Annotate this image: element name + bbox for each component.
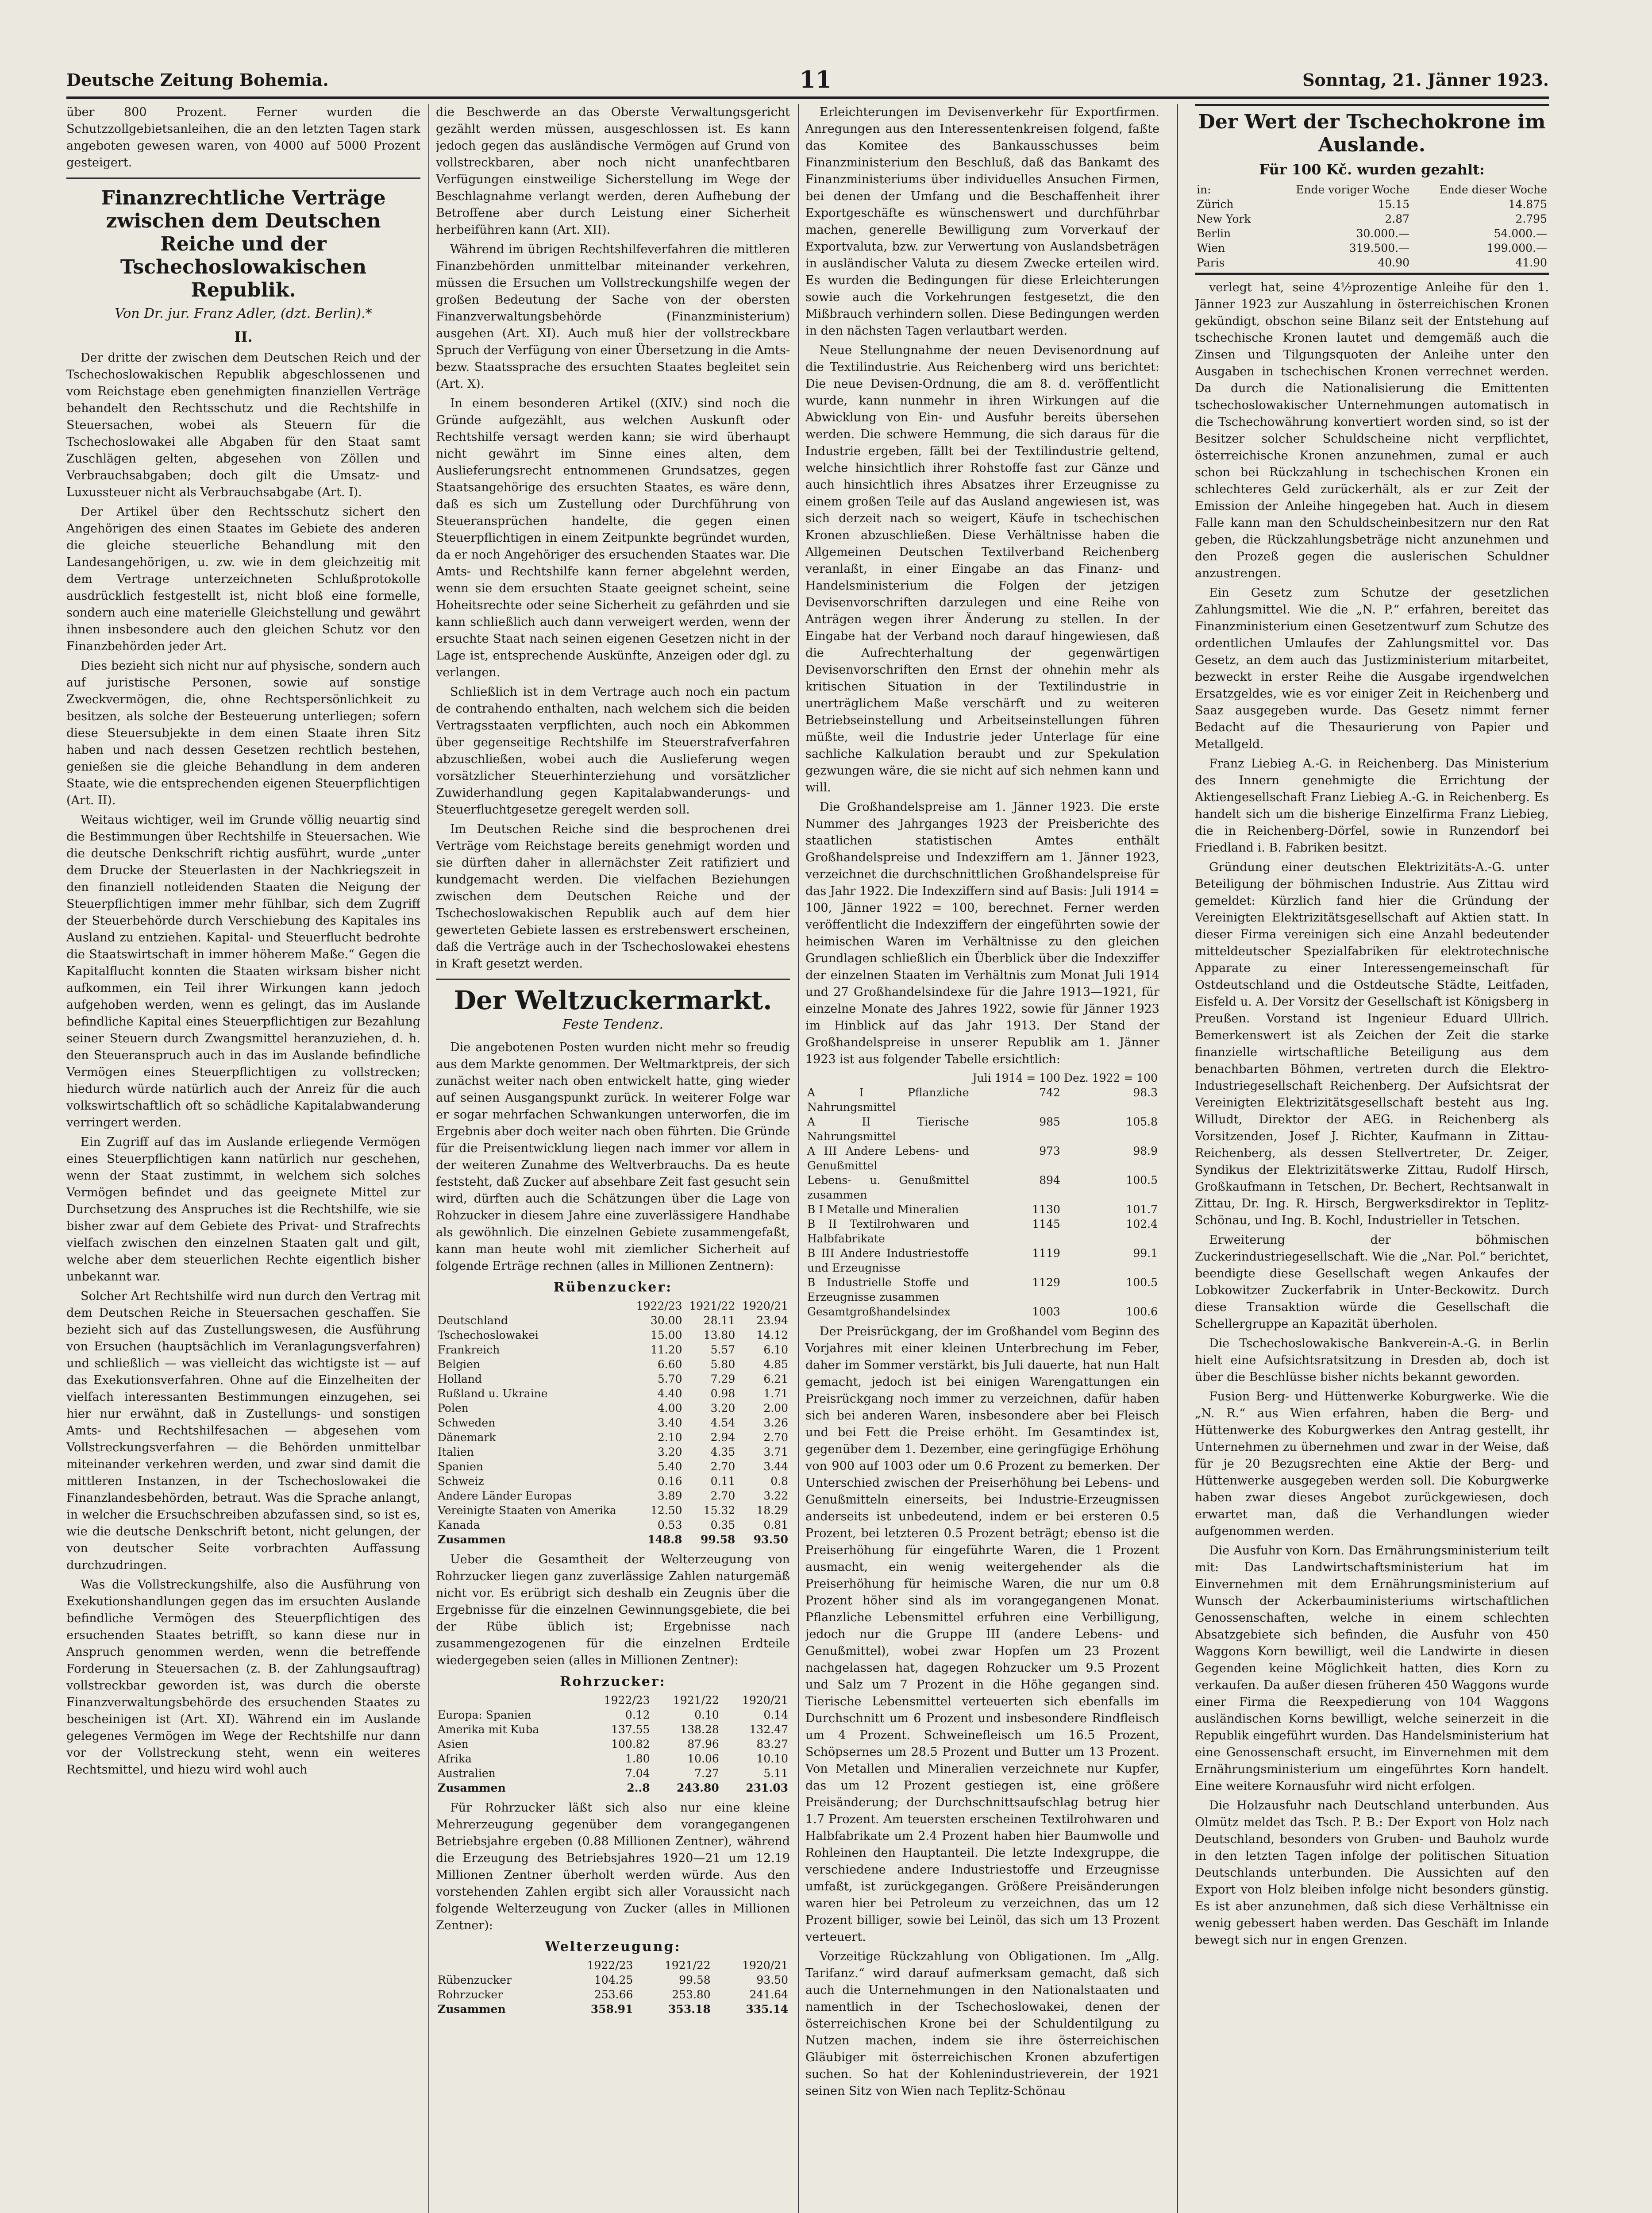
table-row (805, 1173, 1159, 1202)
cell-value: 742 (1039, 1086, 1060, 1099)
cell-value: 1921/22 (664, 1959, 711, 1972)
table-row (436, 1401, 790, 1415)
column-3 (805, 104, 1159, 2102)
cell-value: 104.25 (594, 1974, 633, 1986)
cell-value: 14.875 (1508, 198, 1547, 211)
beet-sugar-table (436, 1299, 790, 1547)
row-label: Lebens- u. Genußmittel zusammen (807, 1174, 969, 1201)
cell-value: 0.14 (763, 1708, 788, 1721)
cell-value: Dez. 1922 = 100 (1063, 1072, 1158, 1084)
paragraph: Ueber die Gesamtheit der Welterzeugung von Rohrzucker liegen ganz zuverlässige Zahlen naturgemäß nicht vor. Es erübrigt sich deshalb ein Zeugnis über die Ergebnisse für die einzelnen Gewinnungsgebiete, die bei der Rübe üblich ist; Ergebnisse nach zusammengezogenen für die einzelnen Erdteile wiedergegeben seien (alles in Millionen Zentner): (436, 1553, 790, 1667)
cell-value: 3.40 (657, 1416, 682, 1429)
paragraph: die Beschwerde an das Oberste Verwaltungsgericht gezählt werden müssen, ausgeschlossen ist. Es kann jedoch gegen das ausländische Vermögen auf Grund von vollstreckbaren, aber noch nicht unanfechtbaren Verfügungen einstweilige Sicherstellung im Wege der Beschlagnahme verlangt werden, deren Aufhebung der Betroffene aber durch Leistung einer Sicherheit herbeiführen kann (Art. XII). (436, 105, 790, 237)
cell-value: 99.1 (1133, 1247, 1158, 1260)
cell-value: 138.28 (680, 1723, 719, 1736)
masthead: Deutsche Zeitung Bohemia. (66, 69, 329, 90)
cell-value: 5.70 (657, 1373, 682, 1385)
row-label: Vereinigte Staaten von Amerika (438, 1504, 616, 1517)
column-divider (1177, 104, 1178, 2213)
krone-rate-table (1195, 182, 1549, 270)
row-label: New York (1197, 212, 1251, 225)
table-header-row (1195, 182, 1549, 197)
cell-value: 985 (1039, 1115, 1060, 1128)
paragraph: Erleichterungen im Devisenverkehr für Exportfirmen. Anregungen aus den Interessentenkreisen folgend, faßte das Komitee des Bankausschusses beim Finanzministerium den Beschluß, daß das Bankamt des Finanzministeriums über individuelles Ansuchen Firmen, bei denen der Umfang und die Beschaffenheit ihrer Exportgeschäfte es wünschenswert und durchführbar machen, generelle Bewilligung zum Vorverkauf der Exportvaluta, bzw. zur Verwertung von Auslandsbeträgen in ausländischer Valuta zu diesem Zwecke erteilen wird. Es wurden die Bedingungen für diese Erleichterungen sowie auch die Vorkehrungen festgesetzt, die den Mißbrauch verhindern sollen. Diese Bedingungen werden in den nächsten Tagen verlautbart werden. (805, 105, 1159, 338)
cell-value: 7.04 (625, 1767, 650, 1780)
table-row (436, 1987, 790, 2002)
row-label (805, 1071, 971, 1085)
cell-value: 0.16 (657, 1475, 682, 1488)
table-row (436, 1430, 790, 1445)
table-row (436, 1459, 790, 1474)
cell-value: Ende voriger Woche (1296, 183, 1410, 196)
cell-value: 15.00 (650, 1329, 682, 1342)
separator (436, 979, 790, 980)
cell-value: 100.82 (611, 1738, 650, 1750)
cell-value: 13.80 (703, 1329, 736, 1342)
table-row (805, 1114, 1159, 1144)
table-row (436, 1328, 790, 1342)
cell-value: 30.000.— (1356, 227, 1410, 240)
cell-value: 0.8 (770, 1475, 788, 1488)
row-label: A I Pflanzliche Nahrungsmittel (807, 1086, 969, 1114)
cell-value: 1920/21 (742, 1959, 788, 1972)
table-row (805, 1144, 1159, 1173)
paragraph: Ein Zugriff auf das im Auslande erliegende Vermögen eines Steuerpflichtigen kann natürlich nur geschehen, wenn der Staat zustimmt, in welchem sich solches Vermögen befindet und das geeignete Mittel zur Durchsetzung des Anspruches ist die Rechtshilfe, wie sie bisher zwar auf dem Gebiete des Privat- und Strafrechts vielfach zwischen den einzelnen Staaten galt und gilt, welche aber dem steuerlichen Rechte eigentlich bisher unbekannt war. (66, 1135, 420, 1284)
table-total-row (436, 2002, 790, 2016)
cell-value: 6.21 (763, 1373, 788, 1385)
row-label: A II Tierische Nahrungsmittel (807, 1115, 969, 1143)
cell-value: 28.11 (703, 1314, 736, 1327)
table-header-row (436, 1299, 790, 1313)
paragraph: Während im übrigen Rechtshilfeverfahren die mittleren Finanzbehörden unmittelbar miteinander verkehren, müssen die Ersuchen um Vollstreckungshilfe wegen der großen Bedeutung der Sache von der obersten Finanzverwaltungsbehörde (Finanzministerium) ausgehen (Art. XI). Auch muß hier der vollstreckbare Spruch der Verfügung von einer Übersetzung in die Amts- bezw. Staatssprache des ersuchten Staates begleitet sein (Art. X). (436, 243, 790, 391)
cell-value: 7.29 (710, 1373, 736, 1385)
paragraph: Dies bezieht sich nicht nur auf physische, sondern auch auf juristische Personen, sowie auf sonstige Zweckvermögen, die, ohne Rechtspersönlichkeit zu besitzen, als solche der Besteuerung unterliegen; sofern diese Steuersubjekte in dem einen Staate ihren Sitz haben und nach dessen Gesetzen rechtlich bestehen, genießen sie die gleiche Behandlung in dem anderen Staate, wie die entsprechenden eigenen Steuerpflichtigen (Art. II). (66, 659, 420, 807)
table-row (436, 1973, 790, 1987)
cell-value: 98.3 (1133, 1086, 1158, 1099)
cell-value: 18.29 (756, 1504, 788, 1517)
table-row (1195, 241, 1549, 255)
cell-value: 0.98 (710, 1387, 736, 1400)
cell-value: 3.26 (763, 1416, 788, 1429)
cell-value: 2.70 (710, 1460, 736, 1473)
paragraph: Die Holzausfuhr nach Deutschland unterbunden. Aus Olmütz meldet das Tsch. P. B.: Der Export von Holz nach Deutschland, besonders von Gruben- und Bauholz wurde in den letzten Tagen infolge der politischen Situation Deutschlands unterbunden. Die Aussichten auf den Export von Holz bleiben infolge nicht besonders günstig. Es ist aber anzunehmen, daß sich diese Verhältnisse ein wenig gebessert haben werden. Das Geschäft im Inlande bewegt sich nur in engen Grenzen. (1195, 1799, 1549, 1947)
row-label: Rohrzucker (438, 1988, 503, 2001)
table-title: Rübenzucker: (553, 1280, 673, 1295)
cell-value: 1.71 (763, 1387, 788, 1400)
market-subtitle: Feste Tendenz. (562, 1017, 664, 1032)
table-row (805, 1085, 1159, 1114)
cell-value: 7.27 (694, 1767, 719, 1780)
row-label: Polen (438, 1402, 469, 1415)
cell-value: 2.94 (710, 1431, 736, 1444)
row-label: Gesamtgroßhandelsindex (807, 1305, 951, 1318)
cell-value: 132.47 (749, 1723, 788, 1736)
cell-value: 253.80 (672, 1988, 711, 2001)
row-label: Zusammen (438, 2003, 506, 2016)
table-row (805, 1304, 1159, 1319)
cell-value: 2.87 (1385, 212, 1410, 225)
cell-value: 1921/22 (689, 1299, 736, 1312)
row-label: Paris (1197, 256, 1225, 269)
row-label: Wien (1197, 242, 1225, 254)
cell-value: 93.50 (756, 1974, 788, 1986)
paragraph: Die angebotenen Posten wurden nicht mehr so freudig aus dem Markte genommen. Der Weltmarktpreis, der sich zunächst weiter nach oben entwickelt hatte, ging wieder auf seinen Ausgangspunkt zurück. In weiterer Folge war er sogar mehrfachen Schwankungen unterworfen, die im Ergebnis aber doch weiter nach oben führten. Die Gründe für die Preisentwicklung liegen nach immer vor allem in der weiteren Zunahme des Weltverbrauchs. Da es heute feststeht, daß Zucker auf absehbare Zeit fast gesucht sein wird, dürften auch die Schätzungen über die Lage von Rohzucker in diesem Jahre eine zuverlässigere Handhabe als gewöhnlich. Die einzelnen Gebiete zusammengefaßt, kann man heute wohl mit ziemlicher Sicherheit auf folgende Erträge rechnen (alles in Millionen Zentnern): (436, 1041, 790, 1273)
cell-value: 894 (1039, 1174, 1060, 1187)
cell-value: 3.71 (763, 1446, 788, 1458)
cell-value: 3.44 (763, 1460, 788, 1473)
cell-value: 100.5 (1126, 1174, 1158, 1187)
paragraph: Fusion Berg- und Hüttenwerke Koburgwerke. Wie die „N. R.“ aus Wien erfahren, haben die Berg- und Hüttenwerke des Koburgwerkes den Antrag gestellt, ihr Unternehmen zu übernehmen und zwar in der Weise, daß für je 20 Bezugsrechten eine Aktie der Berg- und Hüttenwerke ausgegeben werden soll. Die Koburgwerke haben zwar dieses Angebot zurückgewiesen, doch erwartet man, daß die Verhandlungen wieder aufgenommen werden. (1195, 1390, 1549, 1538)
table-row (805, 1202, 1159, 1217)
cell-value: 100.6 (1126, 1305, 1158, 1318)
table-row (436, 1415, 790, 1430)
paragraph: verlegt hat, seine 4½prozentige Anleihe für den 1. Jänner 1923 zur Auszahlung in österreichischen Kronen gekündigt, obschon seine Bilanz seit der Entstehung auf tschechische Kronen lautet und demgemäß auch die Zinsen und Tilgungsquoten der Anleihe unter den Ausgaben in tschechischen Kronen verrechnet werden. Da durch die Nationalisierung die Emittenten tschechoslowakischer Unternehmungen automatisch in die Tschechowährung konvertiert worden sind, so ist der Besitzer solcher Schuldscheine nicht verpflichtet, österreichische Kronen anzunehmen, zumal er auch schon bei Rückzahlung in tschechischen Kronen ein schlechteres Geld zurückerhält, als er zur Zeit der Emission der Anleihe hingegeben hat. Auch in diesem Falle kann man den Schuldscheinbesitzern nur den Rat geben, die Rückzahlungsbeträge nicht anzunehmen und den Prozeß gegen die auslerischen Schuldner anzustrengen. (1195, 281, 1549, 580)
cell-value: 4.35 (710, 1446, 736, 1458)
row-label: Zusammen (438, 1533, 506, 1546)
cell-value: 41.90 (1515, 256, 1547, 269)
row-label: in: (1197, 183, 1211, 196)
row-label: Zusammen (438, 1781, 506, 1794)
paragraph: Erweiterung der böhmischen Zuckerindustriegesellschaft. Wie die „Nar. Pol.“ berichtet, beendigte diese Gesellschaft wegen Ankaufes der Lobkowitzer Zuckerfabrik in Unter-Beckowitz. Durch diese Transaktion würde die Gesellschaft die Schellergruppe an Kapazität überholen. (1195, 1233, 1549, 1331)
cell-value: 6.10 (763, 1343, 788, 1356)
table-row (436, 1313, 790, 1328)
paragraph: Der dritte der zwischen dem Deutschen Reich und der Tschechoslowakischen Republik abgeschlossenen und vom Reichstage eben genehmigten finanziellen Verträge behandelt den Rechtsschutz und die Rechtshilfe in Steuersachen, wobei als Steuern für die Tschechoslowakei alle Abgaben für den Staat samt Zuschlägen gelten, abgesehen von Zöllen und Verbrauchsabgaben; doch gilt die Umsatz- und Luxussteuer nicht als Verbrauchsabgabe (Art. I). (66, 351, 420, 499)
cell-value: 199.000.— (1486, 242, 1547, 254)
cell-value: 2.70 (710, 1489, 736, 1502)
row-label: Rußland u. Ukraine (438, 1387, 548, 1400)
row-label: Schweiz (438, 1475, 484, 1488)
paragraph: Vorzeitige Rückzahlung von Obligationen. Im „Allg. Tarifanz.“ wird darauf aufmerksam gemacht, daß sich auch die Unternehmungen in den Nationalstaaten und namentlich in der Tschechoslowakei, denen der österreichischen Krone bei der Schuldentilgung zu Nutzen machen, indem sie ihre österreichischen Gläubiger mit österreichischen Kronen abzufertigen suchen. So hat der Kohlenindustrieverein, der 1921 seinen Sitz von Wien nach Teplitz-Schönau (805, 1950, 1159, 2098)
table-row (436, 1751, 790, 1766)
article-author: Von Dr. jur. Franz Adler, (dzt. Berlin).* (115, 306, 372, 321)
cell-value: 0.35 (710, 1519, 736, 1531)
paragraph: Gründung einer deutschen Elektrizitäts-A.-G. unter Beteiligung der böhmischen Industrie. Aus Zittau wird gemeldet: Kürzlich fand hier die Gründung der Vereinigten Elektrizitätsgesellschaft auf Aktien statt. In dieser Firma vereinigen sich eine Anzahl bedeutender mitteldeutscher Spezialfabriken für elektrotechnische Apparate zu einer Interessengemeinschaft für Ostdeutschland und die Ostdeutsche Städte, Leitfaden, Eisfeld u. A. Der Vorsitz der Gesellschaft ist Königsberg in Preußen. Vorstand ist Ingenieur Eduard Ullrich. Bemerkenswert ist als Zeichen der Zeit die starke finanzielle wirtschaftliche Beteiligung aus dem benachbarten Böhmen, vertreten durch die Elektro-Industriegesellschaft Reichenberg. Der Aufsichtsrat der Vereinigten Elektrizitätsgesellschaft besteht aus Ing. Willudt, Direktor der AEG. in Reichenberg als Vorsitzenden, Josef J. Richter, Kaufmann in Zittau-Reichenberg, als dessen Stellvertreter, Dr. Zeiger, Syndikus der Elektrizitätswerke Zittau, Rudolf Hirsch, Großkaufmann in Tetschen, Dr. Bechert, Rechtsanwalt in Zittau, Dr. Ing. R. Hirsch, Bergwerksdirektor in Teplitz-Schönau, und Ing. B. Kochl, Industrieller in Tetschen. (1195, 860, 1549, 1227)
cell-value: 2..8 (627, 1781, 650, 1794)
section-number: II. (234, 328, 253, 345)
table-row (805, 1217, 1159, 1246)
paragraph: Ein Gesetz zum Schutze der gesetzlichen Zahlungsmittel. Wie die „N. P.“ erfahren, bereitet das Finanzministerium einen Gesetzentwurf zum Schutze des ordentlichen Umlaufes der Zahlungsmittel vor. Das Gesetz, an dem auch das Justizministerium mitarbeitet, bezweckt in erster Reihe die Ausgabe irgendwelchen Ersatzgeldes, wie es vor einiger Zeit in Reichenberg und Saaz ausgegeben wurde. Das Gesetz nimmt ferner Bedacht auf die Thesaurierung von Papier und Metallgeld. (1195, 586, 1549, 751)
cell-value: 87.96 (687, 1738, 719, 1750)
paragraph: Die Tschechoslowakische Bankverein-A.-G. in Berlin hielt eine Aufsichtsratsitzung in Dresden ab, doch ist über die Beschlüsse bisher nichts bekannt geworden. (1195, 1337, 1549, 1384)
paragraph: Was die Vollstreckungshilfe, also die Ausführung von Exekutionshandlungen gegen das im ersuchten Auslande befindliche Vermögen des Steuerpflichtigen des ersuchenden Staates betrifft, so kann diese nur in Anspruch genommen werden, wenn die betreffende Forderung in Steuersachen (z. B. der Zahlungsauftrag) vollstreckbar geworden ist, was durch die oberste Finanzverwaltungsbehörde des ersuchenden Staates zu bescheinigen ist (Art. XI). Während ein im Auslande gelegenes Vermögen im Wege der Rechtshilfe nur dann vor der Vollstreckung steht, wenn ein weiteres Rechtsmittel, und hiezu wird wohl auch (66, 1578, 420, 1777)
cell-value: 2.70 (763, 1431, 788, 1444)
cell-value: 1119 (1032, 1247, 1060, 1260)
cell-value: 1922/23 (636, 1299, 682, 1312)
cell-value: 0.10 (694, 1708, 719, 1721)
row-label: Berlin (1197, 227, 1231, 240)
cell-value: 241.64 (749, 1988, 788, 2001)
row-label: Rübenzucker (438, 1974, 512, 1986)
table-row (436, 1445, 790, 1459)
cell-value: 6.60 (657, 1358, 682, 1371)
table-row (436, 1503, 790, 1518)
intro-paragraph: über 800 Prozent. Ferner wurden die Schutzzollgebietsanleihen, die an den letzten Tagen stark angeboten gewesen waren, von 4000 auf 5000 Prozent gesteigert. (66, 105, 420, 170)
cell-value: 2.10 (657, 1431, 682, 1444)
table-row (436, 1357, 790, 1372)
column-1 (66, 104, 420, 1781)
cell-value: 1920/21 (742, 1694, 788, 1707)
cell-value: 5.80 (710, 1358, 736, 1371)
cell-value: 148.8 (647, 1533, 682, 1546)
page-header (66, 66, 1549, 93)
cell-value: 335.14 (746, 2003, 788, 2016)
column-4 (1195, 104, 1549, 1951)
paragraph: Franz Liebieg A.-G. in Reichenberg. Das Ministerium des Innern genehmigte die Errichtung der Aktiengesellschaft Franz Liebieg A.-G. in Reichenberg. Es handelt sich um die bisherige Einzelfirma Franz Liebieg, die in Reichenberg-Dörfel, sowie in Runzendorf bei Friedland i. B. Fabriken besitzt. (1195, 757, 1549, 855)
cell-value: 100.5 (1126, 1276, 1158, 1289)
paragraph: Solcher Art Rechtshilfe wird nun durch den Vertrag mit dem Deutschen Reiche in Steuersachen geschaffen. Sie bezieht sich auf das Zustellungswesen, die Ausführung von Ersuchen (hauptsächlich im Veranlagungsverfahren) und schließlich — was vielleicht das wichtigste ist — auf das Exekutionsverfahren. Ohne auf die Einzelheiten der vielfach interessanten Bestimmungen einzugehen, sei hier nur erwähnt, daß in Zustellungs- und sonstigen Amts- und Rechtshilfesachen — abgesehen vom Vollstreckungsverfahren — die Behörden unmittelbar miteinander verkehren werden, und zwar sind damit die mittleren Instanzen, in der Tschechoslowakei die Finanzlandesbehörden, betraut. Was die Sprache anlangt, in welcher die Ersuchschreiben abzufassen sind, so ist es, wie die deutsche Denkschrift betont, nicht gelungen, der von deutscher Seite vorbrachten Auffassung durchzudringen. (66, 1289, 420, 1572)
table-row (1195, 197, 1549, 212)
krone-subtitle: Für 100 Kč. wurden gezahlt: (1259, 161, 1485, 178)
table-row (436, 1518, 790, 1532)
cell-value: 3.20 (657, 1446, 682, 1458)
separator (66, 177, 420, 179)
row-label: Holland (438, 1373, 482, 1385)
row-label: B II Textilrohwaren und Halbfabrikate (807, 1218, 969, 1245)
cell-value: 98.9 (1133, 1145, 1158, 1157)
cell-value: 1920/21 (742, 1299, 788, 1312)
cell-value: 5.40 (657, 1460, 682, 1473)
cell-value: 30.00 (650, 1314, 682, 1327)
cell-value: 15.32 (703, 1504, 736, 1517)
cell-value: 2.795 (1515, 212, 1547, 225)
cell-value: 3.89 (657, 1489, 682, 1502)
cell-value: Juli 1914 = 100 (972, 1072, 1060, 1084)
row-label: Zürich (1197, 198, 1234, 211)
cell-value: 5.57 (710, 1343, 736, 1356)
cell-value: 1129 (1032, 1276, 1060, 1289)
cell-value: 137.55 (611, 1723, 650, 1736)
paragraph: In einem besonderen Artikel ((XIV.) sind noch die Gründe aufgezählt, aus welchen Auskunft oder Rechtshilfe versagt werden kann; sie wird überhaupt nicht gewährt im Sinne eines alten, dem Auslieferungsrecht entnommenen Grundsatzes, gegen Staatsangehörige des ersuchten Staates, es wäre denn, daß es sich um Zustellung oder Durchführung von Steueransprüchen handelte, die gegen einen Steuerpflichtigen in einem Zeitpunkte begründet wurden, da er noch Angehöriger des ersuchenden Staates war. Die Amts- und Rechtshilfe kann ferner abgelehnt werden, wenn sie dem ersuchten Staate geeignet scheint, seine Hoheitsrechte oder seine Sicherheit zu gefährden und sie kann schließlich auch dann verweigert werden, wenn der ersuchte Staat nach seinen eigenen Gesetzen nicht in der Lage ist, entsprechende Auskünfte, Anzeigen oder dgl. zu verlangen. (436, 397, 790, 679)
paragraph: Der Artikel über den Rechtsschutz sichert den Angehörigen des einen Staates im Gebiete des anderen die gleiche steuerliche Behandlung mit den Landesangehörigen, u. zw. wie in dem gleichzeitig mit dem Vertrage unterzeichneten Schlußprotokolle ausdrücklich festgestellt ist, nicht bloß eine formelle, sondern auch eine materielle Gleichstellung und gewährt ihnen insbesondere auch den gleichen Schutz vor den Finanzbehörden jeder Art. (66, 505, 420, 653)
table-header-row (436, 1958, 790, 1973)
paragraph: Die Großhandelspreise am 1. Jänner 1923. Die erste Nummer des Jahrganges 1923 der Preisberichte des staatlichen statistischen Amtes enthält Großhandelspreise und Indexziffern am 1. Jänner 1923, verzeichnet die durchschnittlichen Großhandelspreise für das Jahr 1922. Die Indexziffern sind auf Basis: Juli 1914 = 100, Jänner 1922 = 100, berechnet. Ferner werden veröffentlicht die Indexziffern der eingeführten sowie der heimischen Waren im Verhältnisse zu den gleichen Grundlagen schließlich ein Überblick über die Indexziffer der einzelnen Staaten im Verhältnis zum Monat Juli 1914 und 27 Großhandelsindexe für die Jahre 1913—1921, für einzelne Monate des Jahres 1922, sowie für Jänner 1923 im Hinblick auf das Jahr 1913. Der Stand der Großhandelspreise in unserer Republik am 1. Jänner 1923 ist aus folgender Tabelle ersichtlich: (805, 800, 1159, 1066)
row-label: Frankreich (438, 1343, 500, 1356)
row-label (436, 1299, 631, 1313)
table-row (436, 1708, 790, 1722)
column-divider (798, 104, 799, 2213)
row-label: Deutschland (438, 1314, 508, 1327)
table-row (436, 1722, 790, 1737)
row-label: Afrika (438, 1752, 472, 1765)
cell-value: 54.000.— (1494, 227, 1547, 240)
row-label: Schweden (438, 1416, 496, 1429)
row-label (436, 1958, 557, 1973)
cell-value: 2.00 (763, 1402, 788, 1415)
row-label: Kanada (438, 1519, 480, 1531)
cell-value: 0.81 (763, 1519, 788, 1531)
row-label: Asien (438, 1738, 469, 1750)
table-row (1195, 212, 1549, 226)
table-row (805, 1275, 1159, 1304)
cell-value: 231.03 (746, 1781, 788, 1794)
row-label: A III Andere Lebens- und Genußmittel (807, 1145, 969, 1172)
cell-value: 102.4 (1126, 1218, 1158, 1230)
article-title: Finanzrechtliche Verträge zwischen dem Deutschen Reiche und der Tschechoslowakischen Republik. (101, 187, 386, 301)
table-row (436, 1474, 790, 1488)
table-row (436, 1737, 790, 1751)
cell-value: 973 (1039, 1145, 1060, 1157)
paragraph: Der Preisrückgang, der im Großhandel vom Beginn des Vorjahres mit einer kleinen Unterbrechung im Feber, daher im Sommer verstärkt, bis Juli dauerte, hat nun Halt gemacht, jedoch ist bei einigen Warengattungen ein Preisrückgang noch immer zu verzeichnen, dafür haben sich bei anderen Waren, insbesondere aber bei Fleisch und bei Fett die Preise erhöht. Im Gesamtindex ist, gegenüber dem 1. Dezember, eine geringfügige Erhöhung von 900 auf 1003 oder um 0.6 Prozent zu bemerken. Der Unterschied zwischen der Preiserhöhung bei Lebens- und Genußmitteln einerseits, bei Industrie-Erzeugnissen anderseits ist unbedeutend, indem er bei ersteren 0.5 Prozent, bei letzteren 0.5 Prozent beträgt; ebenso ist die Preiserhöhung für eingeführte Waren, die 1 Prozent ausmacht, ein wenig weitergehender als die Preiserhöhung für heimische Waren, die nur um 0.8 Prozent höher sind als im vorangegangenen Monat. Pflanzliche Lebensmittel erfuhren eine Verbilligung, jedoch nur die Gruppe III (andere Lebens- und Genußmittel), wobei zwar Hopfen um 23 Prozent nachgelassen hat, dagegen Rohzucker um 9.5 Prozent und Salz um 7 Prozent in die Höhe gegangen sind. Tierische Lebensmittel verteuerten sich ebenfalls im Durchschnitt um 6 Prozent und insbesondere Rindfleisch um 4 Prozent. Schweinefleisch um 16.5 Prozent, Schöpsernes um 28.5 Prozent und Butter um 13 Prozent. Von Metallen und Mineralien verzeichnete nur Kupfer, das um 12 Prozent gestiegen ist, eine größere Preisänderung; der Durchschnittsaufschlag betrug hier 1.7 Prozent. Am teuersten erscheinen Textilrohwaren und Halbfabrikate um 2.4 Prozent haben hier Baumwolle und Rohleinen den Hauptanteil. Die letzte Indexgruppe, die verschiedene andere Industriestoffe und Erzeugnisse umfaßt, ist zurückgegangen. Größere Preisänderungen waren hier bei Petroleum zu verzeichnen, das um 12 Prozent billiger, sowie bei Leinöl, das sich um 13 Prozent verteuert. (805, 1325, 1159, 1944)
world-production-table (436, 1958, 790, 2016)
cell-value: 5.11 (763, 1767, 788, 1780)
cell-value: 1922/23 (604, 1694, 650, 1707)
paragraph: Neue Stellungnahme der neuen Devisenordnung auf die Textilindustrie. Aus Reichenberg wird uns berichtet: Die neue Devisen-Ordnung, die am 8. d. veröffentlicht wurde, kann nunmehr in ihren Wirkungen auf die Abwicklung von Ein- und Ausfuhr bereits übersehen werden. Die schwere Hemmung, die sich daraus für die Industrie ergeben, fällt bei der Textilindustrie geltend, welche hinsichtlich ihrer Rohstoffe fast zur Gänze und auch hinsichtlich ihres Absatzes ihrer Erzeugnisse zu einem großen Teile auf das Ausland angewiesen ist, was sich derzeit nach so weigert, Käufe in tschechischen Kronen abzuschließen. Diese Verhältnisse haben die Allgemeinen Deutschen Textilverband Reichenberg veranlaßt, in einer Eingabe an das Finanz- und Handelsministerium die Folgen der jetzigen Devisenvorschriften darzulegen und eine Reihe von Anträgen wegen ihrer Änderung zu stellen. In der Eingabe hat der Verband noch darauf hingewiesen, daß die Aufrechterhaltung der gegenwärtigen Devisenvorschriften den Ernst der ohnehin mehr als kritischen Situation in der Textilindustrie in unerträglichem Maße verschärft und zu weiteren Betriebseinstellung und Arbeitseinstellungen führen müßte, weil die Industrie jeder Unterlage für eine sachliche Kalkulation beraubt und zur Spekulation gezwungen wäre, die sie nicht auf sich nehmen kann und will. (805, 343, 1159, 794)
table-total-row (436, 1781, 790, 1795)
row-label: B III Andere Industriestoffe und Erzeugnisse (807, 1247, 969, 1274)
row-label: Andere Länder Europas (438, 1489, 572, 1502)
row-label: Belgien (438, 1358, 481, 1371)
cell-value: 101.7 (1126, 1203, 1158, 1216)
table-row (436, 1766, 790, 1781)
cell-value: 93.50 (753, 1533, 788, 1546)
row-label: Amerika mit Kuba (438, 1723, 539, 1736)
cell-value: 40.90 (1378, 256, 1410, 269)
cell-value: 319.500.— (1349, 242, 1410, 254)
cane-sugar-table (436, 1693, 790, 1795)
paragraph: Im Deutschen Reiche sind die besprochenen drei Verträge vom Reichstage bereits genehmigt worden und sie dürften daher in allernächster Zeit ratifiziert und kundgemacht werden. Die vielfachen Beziehungen zwischen dem Deutschen Reiche und der Tschechoslowakischen Republik auch auf dem hier gewerteten Gebiete lassen es erstrebenswert erscheinen, daß die Verträge auch in der Tschechoslowakei ehestens in Kraft gesetzt werden. (436, 822, 790, 971)
krone-title: Der Wert der Tschechokrone im Auslande. (1198, 111, 1546, 156)
paragraph: Weitaus wichtiger, weil im Grunde völlig neuartig sind die Bestimmungen über Rechtshilfe in Steuersachen. Wie die deutsche Denkschrift richtig ausführt, wurde „unter dem Drucke der Steuerlasten in der Nachkriegszeit in den finanziell notleidenden Staaten die Neigung der Steuerpflichtigen immer mehr fühlbar, sich dem Zugriff der Steuerbehörde durch Verschiebung des Kapitales ins Ausland zu entziehen. Kapital- und Steuerflucht bedrohte die Staatswirtschaft in immer höherem Maße.“ Gegen die Kapitalflucht konnten die Staaten wirksam bisher nicht aufkommen, ein Teil ihrer Wirkungen kann jedoch aufgehoben werden, wenn es gelingt, das im Auslande befindliche Kapital eines Steuerpflichtigen zur Bezahlung seiner Steuern durch Zwangsmittel heranzuziehen, d. h. den Steueranspruch auch in das im Auslande befindliche Vermögen eines Steuerpflichtigen zu vollstrecken; hiedurch würde natürlich auch der Anreiz für die auch volkswirtschaftlich oft so schädliche Kapitalabwanderung verringert werden. (66, 813, 420, 1130)
row-label: Australien (438, 1767, 496, 1780)
cell-value: 3.20 (710, 1402, 736, 1415)
market-title: Der Weltzuckermarkt. (454, 985, 772, 1015)
column-2 (436, 104, 790, 2016)
cell-value: 11.20 (650, 1343, 682, 1356)
cell-value: 353.18 (668, 2003, 711, 2016)
paragraph: Schließlich ist in dem Vertrage auch noch ein pactum de contrahendo enthalten, nach welchem sich die beiden Vertragsstaaten verpflichten, auch noch ein Abkommen über gegenseitige Rechtshilfe im Steuerstrafverfahren abzuschließen, wobei auch die Auslieferung wegen vorsätzlicher Steuerhinterziehung und vorsätzlicher Zuwiderhandlung gegen Kapitalabwanderungs- und Steuerfluchtgesetze geregelt werden soll. (436, 685, 790, 817)
paragraph: Die Ausfuhr von Korn. Das Ernährungsministerium teilt mit: Das Landwirtschaftsministerium hat im Einvernehmen mit dem Ernährungsministerium auf Wunsch der Ackerbauministeriums wirtschaftlichen Genossenschaften, welche in einem schlechten Absatzgebiete sich befinden, die Ausfuhr von 450 Waggons Korn bewilligt, weil die Landwirte in diesen Gegenden keine Möglichkeit hatten, dies Korn zu verkaufen. Da außer diesen früheren 450 Waggons wurde einer Firma die Reexpedierung von 104 Waggons ausländischen Korns bewilligt, welche seinerzeit in die Republik eingeführt wurden. Das Handelsministerium hat eine Genossenschaft ersucht, im Einvernehmen mit dem Ernährungsministerium um eingeführtes Korn handelt. Eine weitere Kornausfuhr wird nicht erfolgen. (1195, 1544, 1549, 1793)
table-row (436, 1488, 790, 1503)
cell-value: 4.40 (657, 1387, 682, 1400)
cell-value: 253.66 (594, 1988, 633, 2001)
cell-value: 4.00 (657, 1402, 682, 1415)
table-title: Rohrzucker: (560, 1674, 666, 1689)
table-row (436, 1386, 790, 1401)
table-row (436, 1342, 790, 1357)
cell-value: 15.15 (1378, 198, 1410, 211)
page-number: 11 (799, 66, 832, 93)
row-label: B I Metalle und Mineralien (807, 1203, 959, 1216)
cell-value: 0.11 (710, 1475, 736, 1488)
row-label: Europa: Spanien (438, 1708, 531, 1721)
row-label: Tschechoslowakei (438, 1329, 539, 1342)
cell-value: 14.12 (756, 1329, 788, 1342)
cell-value: 243.80 (677, 1781, 719, 1794)
cell-value: 1003 (1032, 1305, 1060, 1318)
table-title: Welterzeugung: (545, 1939, 681, 1955)
table-header-row (805, 1071, 1159, 1085)
cell-value: 0.12 (625, 1708, 650, 1721)
cell-value: 10.10 (756, 1752, 788, 1765)
cell-value: Ende dieser Woche (1439, 183, 1547, 196)
table-row (1195, 255, 1549, 270)
row-label: Italien (438, 1446, 474, 1458)
cell-value: 1.80 (625, 1752, 650, 1765)
cell-value: 4.54 (710, 1416, 736, 1429)
table-header-row (436, 1693, 790, 1708)
cell-value: 105.8 (1126, 1115, 1158, 1128)
date-line: Sonntag, 21. Jänner 1923. (1302, 69, 1549, 90)
cell-value: 10.06 (687, 1752, 719, 1765)
header-rule (66, 96, 1549, 99)
cell-value: 23.94 (756, 1314, 788, 1327)
table-total-row (436, 1532, 790, 1547)
cell-value: 1921/22 (673, 1694, 719, 1707)
row-label: Dänemark (438, 1431, 496, 1444)
paragraph: Für Rohrzucker läßt sich also nur eine kleine Mehrerzeugung gegenüber dem vorangegangenen Betriebsjahre ergeben (0.88 Millionen Zentner), während die Erzeugung des Betriebsjahres 1920—21 um 12.19 Millionen Zentner überholt werden würde. Aus den vorstehenden Zahlen ergibt sich aller Voraussicht nach folgende Welterzeugung von Zucker (alles in Millionen Zentner): (436, 1801, 790, 1932)
cell-value: 358.91 (590, 2003, 633, 2016)
cell-value: 4.85 (763, 1358, 788, 1371)
row-label: Spanien (438, 1460, 484, 1473)
krone-box (1195, 104, 1549, 275)
table-row (805, 1246, 1159, 1275)
cell-value: 1922/23 (587, 1959, 633, 1972)
cell-value: 99.58 (700, 1533, 736, 1546)
cell-value: 0.53 (657, 1519, 682, 1531)
price-index-table (805, 1071, 1159, 1319)
cell-value: 12.50 (650, 1504, 682, 1517)
cell-value: 1130 (1032, 1203, 1060, 1216)
row-label (436, 1693, 582, 1708)
cell-value: 83.27 (756, 1738, 788, 1750)
cell-value: 3.22 (763, 1489, 788, 1502)
table-row (436, 1372, 790, 1386)
column-divider (428, 104, 429, 2213)
row-label: B Industrielle Stoffe und Erzeugnisse zusammen (807, 1276, 969, 1303)
cell-value: 99.58 (679, 1974, 711, 1986)
table-row (1195, 226, 1549, 241)
cell-value: 1145 (1032, 1218, 1060, 1230)
